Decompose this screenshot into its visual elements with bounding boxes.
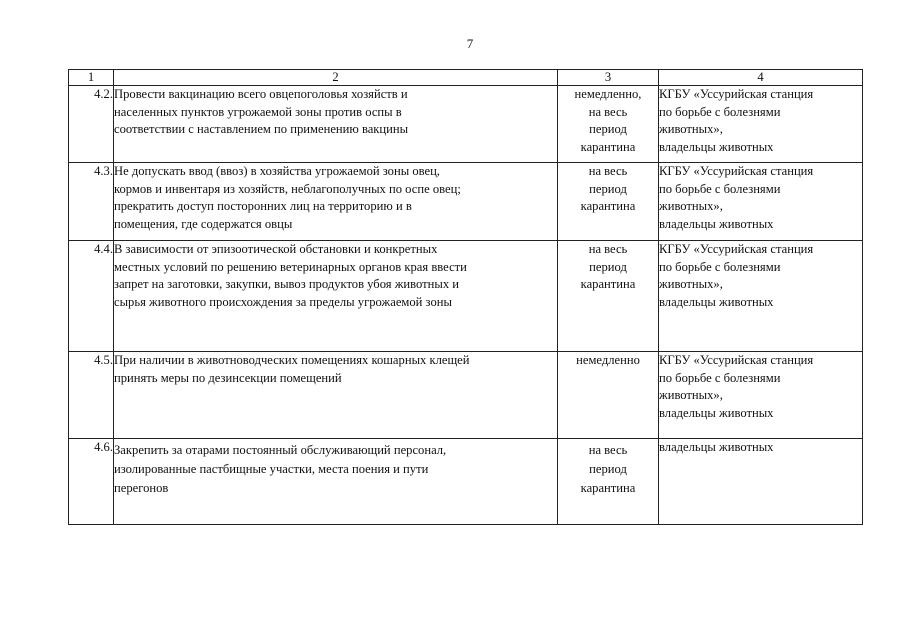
responsible-line: животных»,	[659, 277, 723, 291]
item-number: 4.5.	[69, 352, 114, 439]
term-line: на весь	[588, 443, 628, 457]
responsible-line: КГБУ «Уссурийская станция	[659, 87, 814, 101]
measure-line: запрет на заготовки, закупки, вывоз продуктов убоя животных и	[114, 277, 460, 291]
column-header: 4	[659, 70, 863, 86]
term-line: карантина	[580, 277, 636, 291]
table-row	[69, 86, 863, 163]
responsible-line: по борьбе с болезнями	[659, 104, 781, 119]
responsible-line: животных»,	[659, 199, 723, 213]
measure-line: населенных пунктов угрожаемой зоны против оспы в	[114, 104, 402, 119]
term-cell	[558, 352, 659, 439]
responsible-cell	[659, 163, 863, 241]
measure-line: перегонов	[114, 481, 169, 495]
term-line: на весь	[588, 242, 628, 256]
table-header-row	[69, 70, 863, 86]
responsible-cell	[659, 352, 863, 439]
responsible-line: владельцы животных	[659, 139, 774, 154]
measure-line: Провести вакцинацию всего овцепоголовья хозяйств и	[114, 87, 408, 101]
responsible-line: по борьбе с болезнями	[659, 370, 781, 385]
term-cell	[558, 241, 659, 352]
table-row	[69, 352, 863, 439]
measure-line: Не допускать ввод (ввоз) в хозяйства угрожаемой зоны овец,	[114, 164, 440, 178]
column-header: 1	[69, 70, 114, 86]
term-cell	[558, 163, 659, 241]
measures-table	[68, 69, 863, 525]
responsible-cell	[659, 241, 863, 352]
item-number: 4.3.	[69, 163, 114, 241]
term-line: немедленно	[576, 353, 640, 367]
measure-text	[114, 86, 558, 163]
measure-text	[114, 352, 558, 439]
measure-line: соответствии с наставлением по применению вакцины	[114, 122, 409, 136]
table-row	[69, 241, 863, 352]
item-number: 4.2.	[69, 86, 114, 163]
measure-text	[114, 241, 558, 352]
responsible-line: КГБУ «Уссурийская станция	[659, 164, 814, 178]
measure-text	[114, 163, 558, 241]
responsible-line: животных»,	[659, 388, 723, 402]
term-line: период	[589, 462, 627, 476]
responsible-line: КГБУ «Уссурийская станция	[659, 242, 814, 256]
measure-text	[114, 439, 558, 525]
responsible-cell	[659, 439, 863, 525]
term-line: карантина	[580, 139, 636, 154]
term-cell	[558, 439, 659, 525]
term-cell	[558, 86, 659, 163]
column-header: 2	[114, 70, 558, 86]
responsible-line: КГБУ «Уссурийская станция	[659, 353, 814, 367]
term-line: на весь	[588, 164, 628, 178]
measure-line: изолированные пастбищные участки, места поения и пути	[114, 462, 429, 476]
measure-line: Закрепить за отарами постоянный обслуживающий персонал,	[114, 443, 447, 457]
table-row	[69, 163, 863, 241]
term-line: карантина	[580, 199, 636, 213]
measure-line: местных условий по решению ветеринарных органов края ввести	[114, 259, 467, 274]
page-number: 7	[466, 36, 474, 51]
measure-line: В зависимости от эпизоотической обстановки и конкретных	[114, 242, 438, 256]
responsible-cell	[659, 86, 863, 163]
responsible-line: владельцы животных	[659, 405, 774, 420]
term-line: немедленно,	[574, 87, 642, 101]
measure-line: При наличии в животноводческих помещениях кошарных клещей	[114, 353, 470, 367]
responsible-line: по борьбе с болезнями	[659, 181, 781, 196]
measure-line: кормов и инвентаря из хозяйств, неблагополучных по оспе овец;	[114, 181, 461, 196]
measure-line: сырья животного происхождения за пределы угрожаемой зоны	[114, 294, 452, 309]
term-line: период	[589, 259, 627, 274]
term-line: на весь	[588, 104, 628, 119]
term-line: карантина	[580, 481, 636, 495]
measure-line: помещения, где содержатся овцы	[114, 216, 293, 231]
responsible-line: владельцы животных	[659, 440, 774, 454]
measure-line: прекратить доступ посторонних лиц на территорию и в	[114, 199, 412, 213]
responsible-line: владельцы животных	[659, 294, 774, 309]
item-number: 4.4.	[69, 241, 114, 352]
term-line: период	[589, 181, 627, 196]
measure-line: принять меры по дезинсекции помещений	[114, 370, 342, 385]
responsible-line: животных»,	[659, 122, 723, 136]
responsible-line: владельцы животных	[659, 216, 774, 231]
responsible-line: по борьбе с болезнями	[659, 259, 781, 274]
column-header: 3	[558, 70, 659, 86]
item-number: 4.6.	[69, 439, 114, 525]
term-line: период	[589, 122, 627, 136]
table-row	[69, 439, 863, 525]
